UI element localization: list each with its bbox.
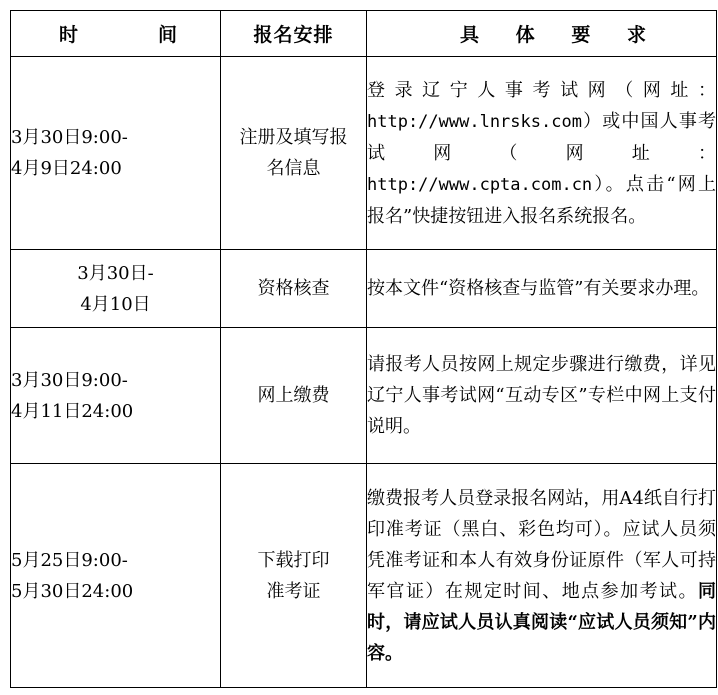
row-detail <box>367 464 717 688</box>
header-item: 报名安排 <box>221 11 367 57</box>
row-detail <box>367 250 717 328</box>
header-detail-char-4: 求 <box>626 24 646 46</box>
row-detail <box>367 328 717 464</box>
detail-text: ）。点击“网上报名”快捷按钮进入报名系统报名。 <box>367 173 716 227</box>
item-line: 注册及填写报 <box>239 127 348 148</box>
time-start: 3月30日9:00- <box>11 369 128 391</box>
time-end: 5月30日24:00 <box>11 580 134 602</box>
table-row <box>11 57 717 250</box>
schedule-table <box>10 10 717 688</box>
row-time <box>11 57 221 250</box>
detail-text: 缴费报考人员登录报名网站，用A4纸自行打印准考证（黑白、彩色均可）。应试人员须凭准考证和本人有效身份证原件（军人可持军官证）在规定时间、地点参加考试。 <box>367 487 716 602</box>
row-time <box>11 464 221 688</box>
time-start: 5月25日9:00- <box>11 549 128 571</box>
header-detail-char-3: 要 <box>571 24 591 46</box>
row-item <box>221 328 367 464</box>
item-line: 下载打印 <box>257 549 330 571</box>
table-row <box>11 464 717 688</box>
table-row <box>11 328 717 464</box>
row-time <box>11 250 221 328</box>
time-end: 4月11日24:00 <box>11 400 134 422</box>
header-time-char-1: 时 <box>59 24 79 46</box>
detail-text: 登录辽宁人事考试网（网址： <box>367 79 716 101</box>
item-line: 资格核查 <box>257 278 330 299</box>
header-detail-char-1: 具 <box>460 24 480 46</box>
header-detail-char-2: 体 <box>515 24 535 46</box>
item-line: 名信息 <box>266 158 321 179</box>
detail-text: 按本文件“资格核查与监管”有关要求办理。 <box>367 278 710 299</box>
table-row <box>11 250 717 328</box>
row-time <box>11 328 221 464</box>
row-item <box>221 464 367 688</box>
time-end: 4月9日24:00 <box>11 158 122 179</box>
cpta-url-link[interactable]: http://www.cpta.com.cn <box>367 174 593 195</box>
detail-notice-bold: 同时，请应试人员认真阅读“应试人员须知”内容。 <box>367 580 716 664</box>
item-line: 准考证 <box>266 580 321 602</box>
header-row <box>11 11 717 57</box>
row-item <box>221 250 367 328</box>
header-detail <box>367 11 717 57</box>
header-time-char-2: 间 <box>157 24 177 46</box>
time-start: 3月30日- <box>77 262 154 284</box>
item-line: 网上缴费 <box>257 385 330 406</box>
lnrsks-url-link[interactable]: http://www.lnrsks.com <box>367 111 582 132</box>
row-item <box>221 57 367 250</box>
time-start: 3月30日9:00- <box>11 127 128 148</box>
row-detail <box>367 57 717 250</box>
detail-text: ）或中国人事考试网（网址： <box>367 110 716 164</box>
detail-text: 请报考人员按网上规定步骤进行缴费，详见辽宁人事考试网“互动专区”专栏中网上支付说明。 <box>367 354 716 437</box>
header-time <box>11 11 221 57</box>
time-end: 4月10日 <box>80 293 151 315</box>
